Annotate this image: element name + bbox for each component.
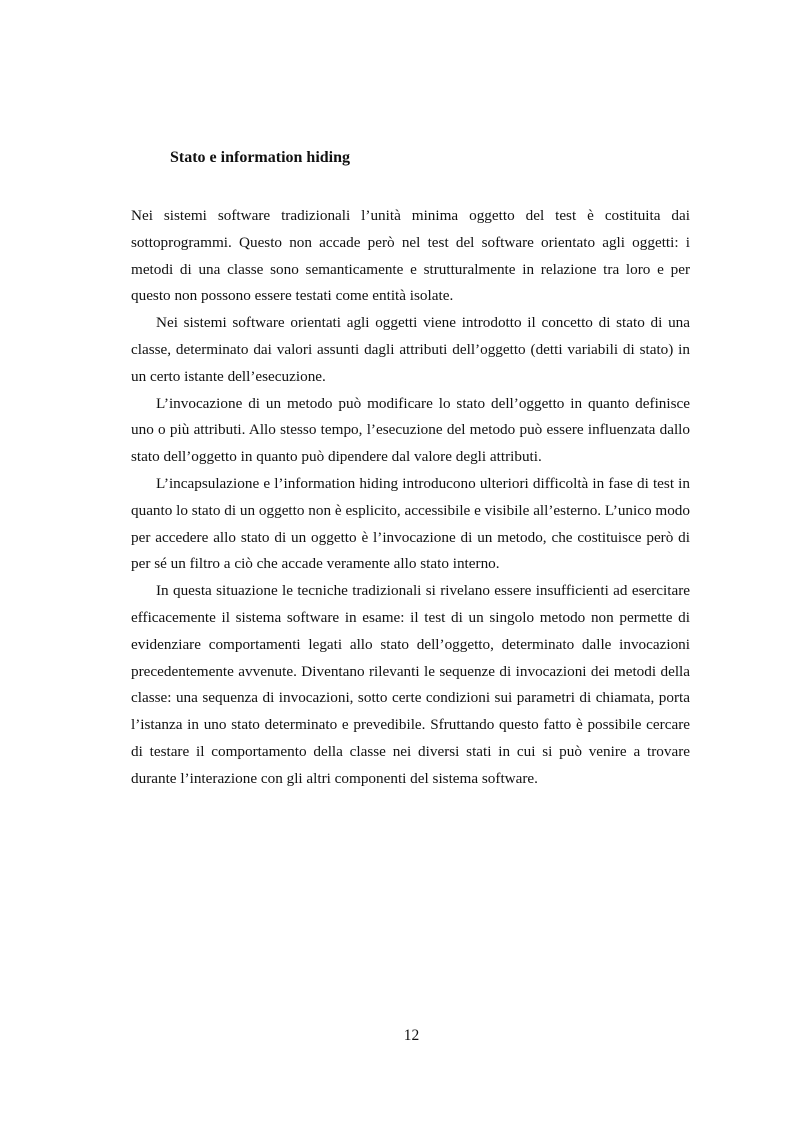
paragraph-1: Nei sistemi software tradizionali l’unità minima oggetto del test è costituita dai sottoprogrammi. Questo non accade però nel test del software orientato agli oggetti: i metodi di una classe sono semanticamente e strutturalmente in relazione tra loro e per questo non possono essere testati come entità isolate. [131,207,690,305]
paragraph-4: L’incapsulazione e l’information hiding introducono ulteriori difficoltà in fase di test in quanto lo stato di un oggetto non è esplicito, accessibile e visibile all’esterno. L’unico modo per accedere allo stato di un oggetto è l’invocazione di un metodo, che costituisce però di per sé un filtro a ciò che accade veramente allo stato interno. [131,474,690,573]
page-number: 12 [403,1027,420,1044]
paragraph-5: In questa situazione le tecniche tradizionali si rivelano essere insufficienti ad esercitare efficacemente il sistema software in esame: il test di un singolo metodo non permette di evidenziare comportamenti legati allo stato dell’oggetto, determinato dalle invocazioni precedentemente avvenute. Diventano rilevanti le sequenze di invocazioni dei metodi della classe: una sequenza di invocazioni, sotto certe condizioni sui parametri di chiamata, porta l’istanza in uno stato determinato e prevedibile. Sfruttando questo fatto è possibile cercare di testare il comportamento della classe nei diversi stati in cui si può venire a trovare durante l’interazione con gli altri componenti del sistema software. [131,582,690,787]
body-text [131,203,690,793]
paragraph-2: Nei sistemi software orientati agli oggetti viene introdotto il concetto di stato di una classe, determinato dai valori assunti dagli attributi dell’oggetto (detti variabili di stato) in un certo istante dell’esecuzione. [131,314,690,385]
paragraph-3: L’invocazione di un metodo può modificare lo stato dell’oggetto in quanto definisce uno o più attributi. Allo stesso tempo, l’esecuzione del metodo può essere influenzata dallo stato dell’oggetto in quanto può dipendere dal valore degli attributi. [131,394,690,466]
section-heading: Stato e information hiding [170,149,351,166]
